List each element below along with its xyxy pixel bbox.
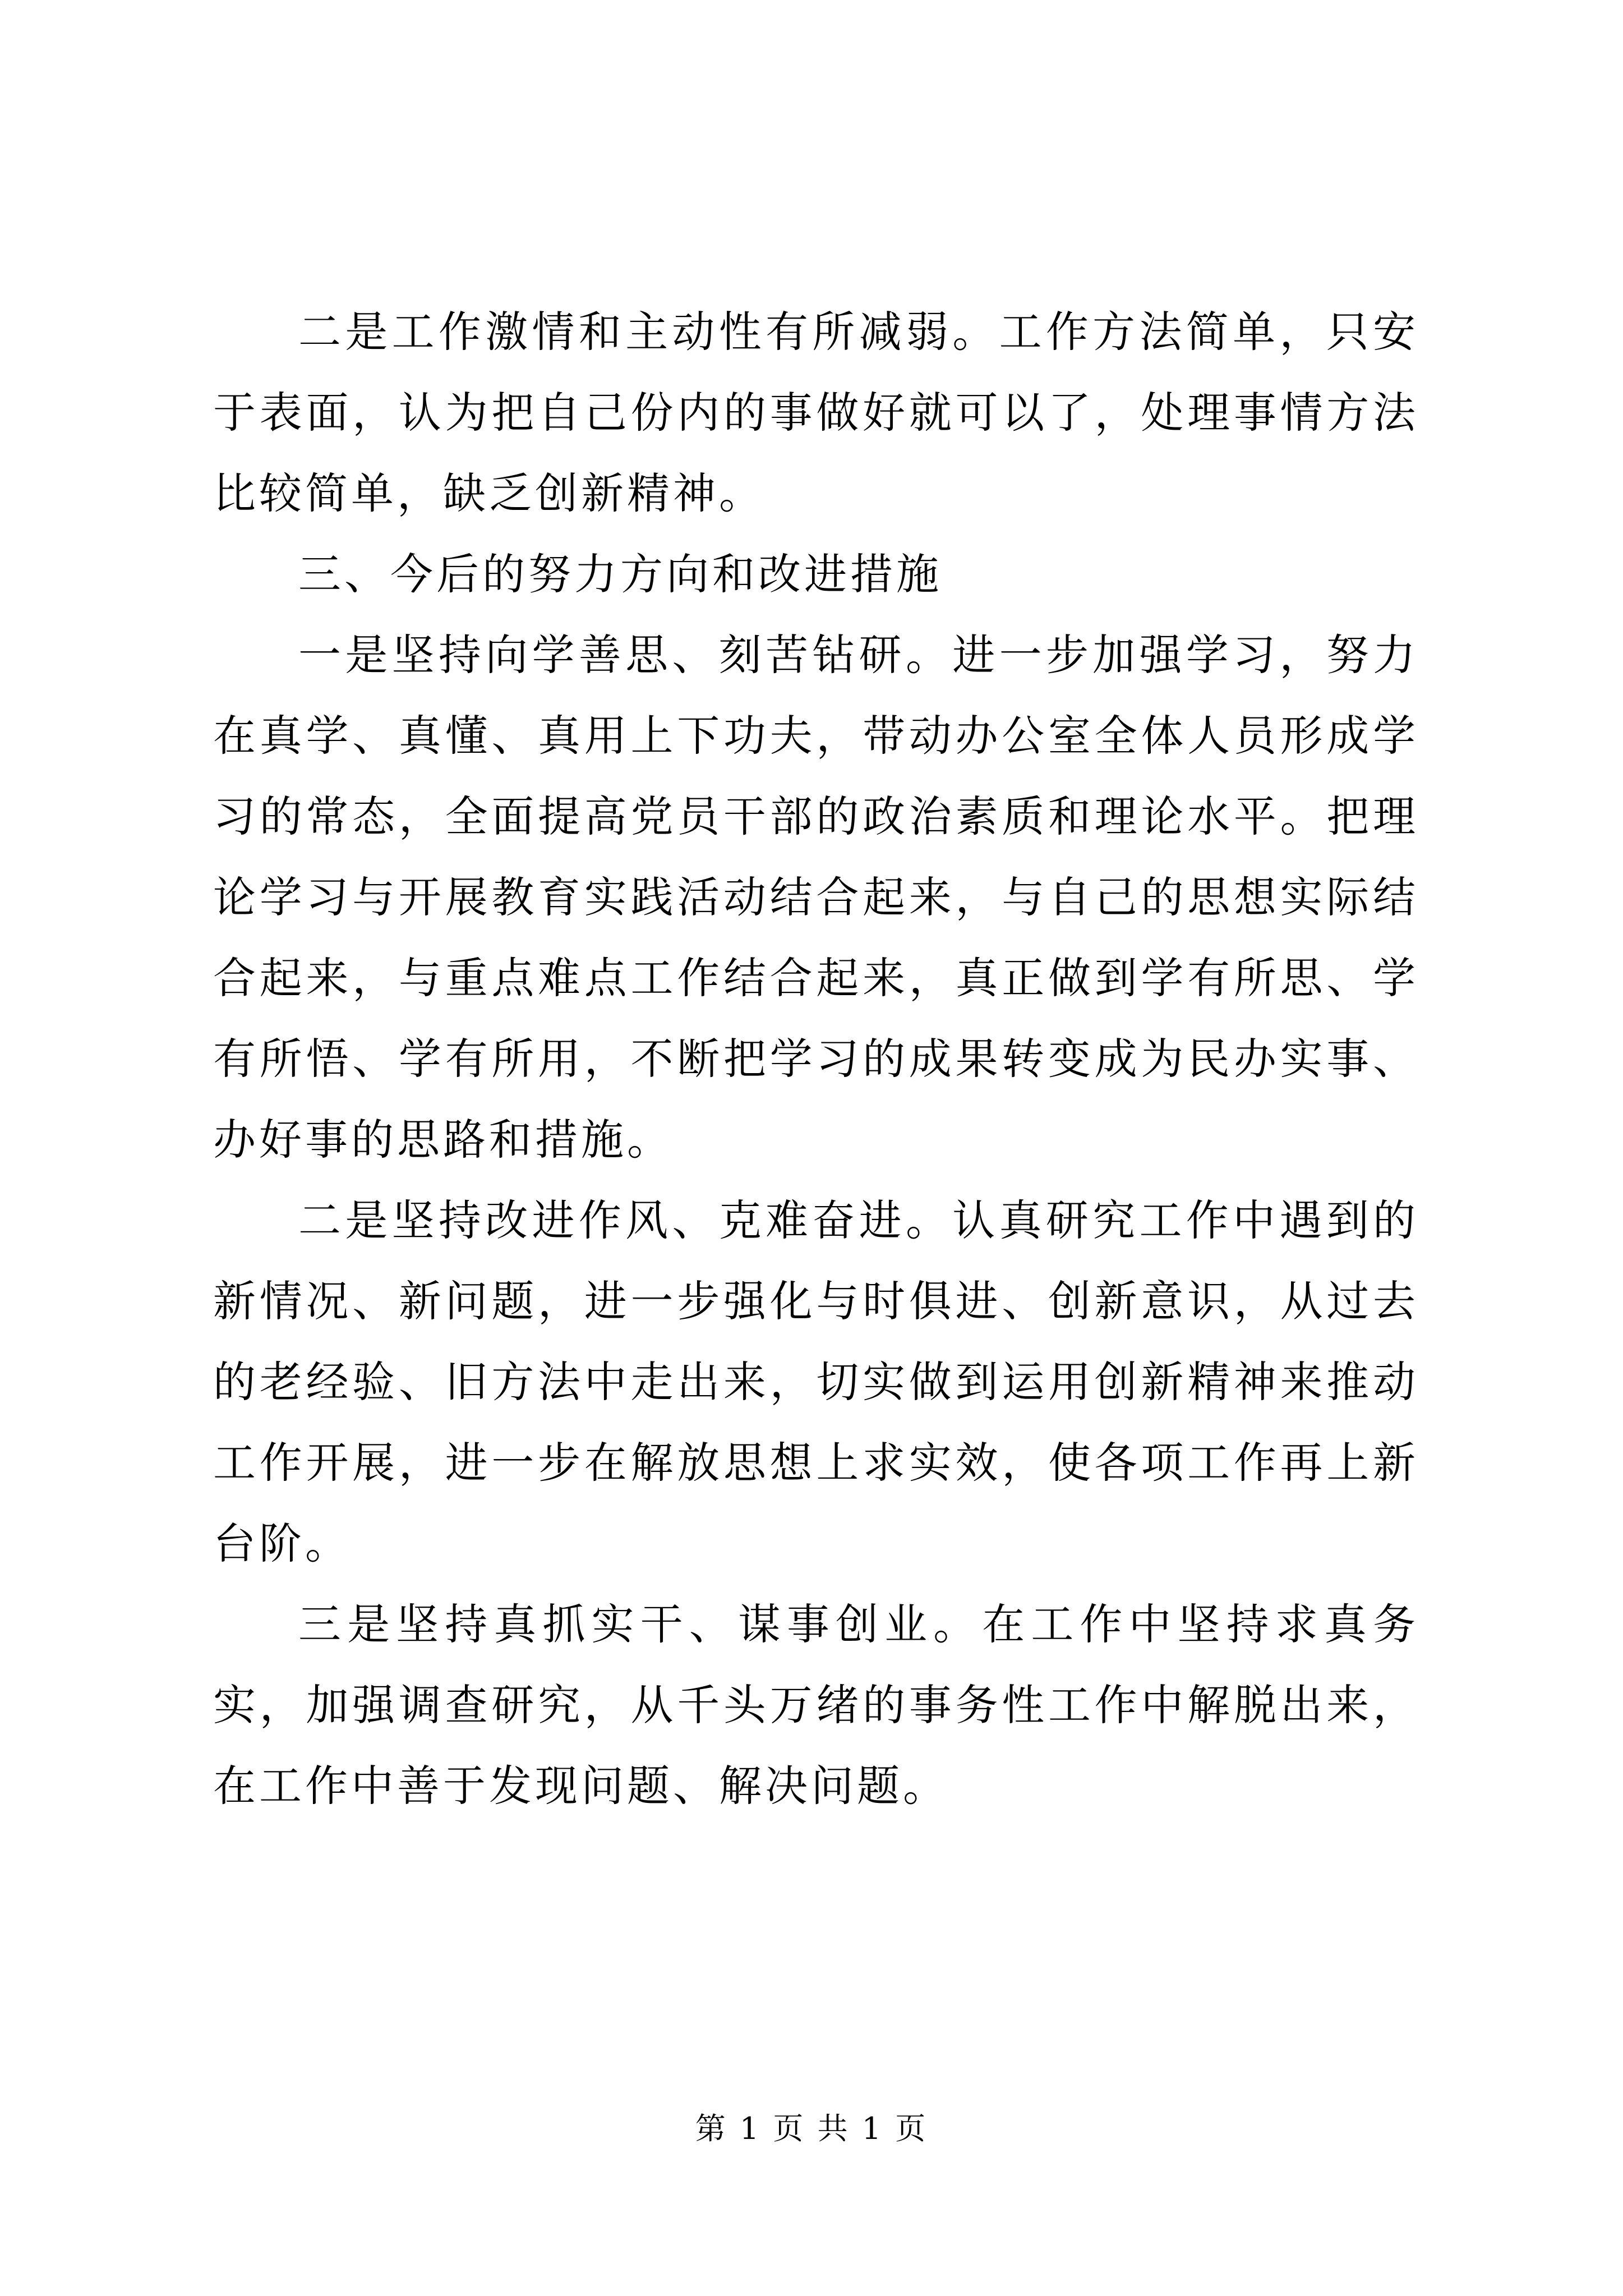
paragraph-work-enthusiasm: 二是工作激情和主动性有所减弱。工作方法简单，只安于表面，认为把自己份内的事做好就可以了，处理事情方法比较简单，缺乏创新精神。: [213, 307, 1419, 518]
document-body: [213, 292, 1419, 1826]
paragraph-work-style: 二是坚持改进作风、克难奋进。认真研究工作中遇到的新情况、新问题，进一步强化与时俱进、创新意识，从过去的老经验、旧方法中走出来，切实做到运用创新精神来推动工作开展，进一步在解放思想上求实效，使各项工作再上新台阶。: [213, 1195, 1419, 1568]
paragraph-study: 一是坚持向学善思、刻苦钻研。进一步加强学习，努力在真学、真懂、真用上下功夫，带动办公室全体人员形成学习的常态，全面提高党员干部的政治素质和理论水平。把理论学习与开展教育实践活动结合起来，与自己的思想实际结合起来，与重点难点工作结合起来，真正做到学有所思、学有所悟、学有所用，不断把学习的成果转变成为民办实事、办好事的思路和措施。: [213, 630, 1419, 1165]
section-heading-improvement: 三、今后的努力方向和改进措施: [298, 549, 942, 599]
page-footer: 第 1 页 共 1 页: [695, 2111, 928, 2146]
paragraph-practical-work: 三是坚持真抓实干、谋事创业。在工作中坚持求真务实，加强调查研究，从千头万绪的事务性工作中解脱出来，在工作中善于发现问题、解决问题。: [213, 1599, 1419, 1811]
